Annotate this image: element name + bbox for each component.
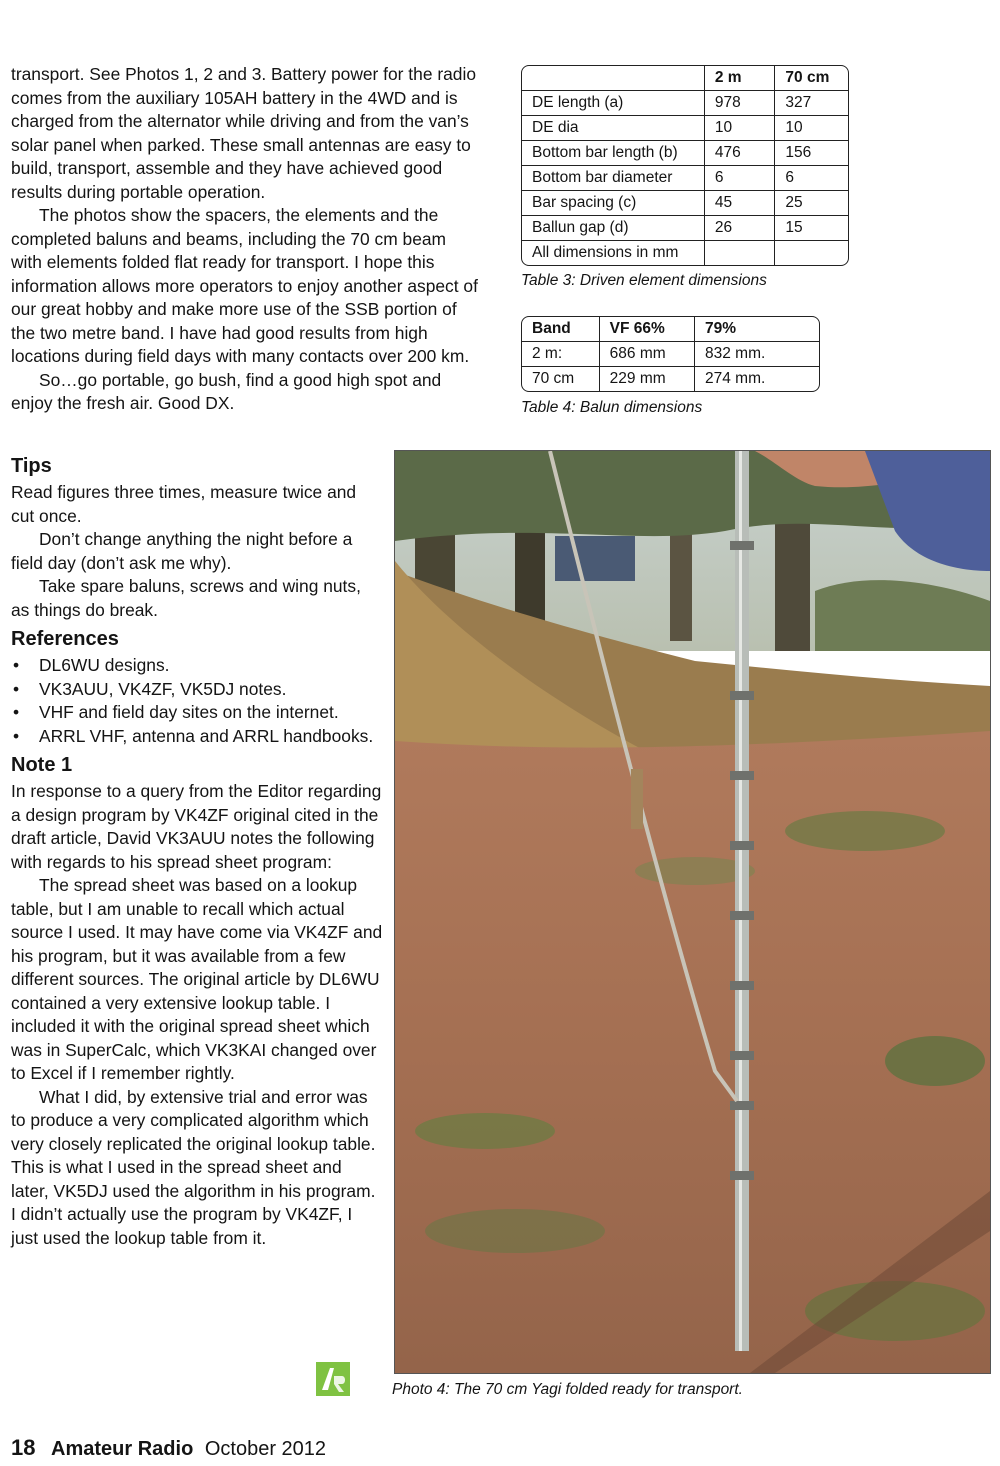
table-cell: Bottom bar length (b): [522, 141, 705, 166]
intro-paragraph-1: transport. See Photos 1, 2 and 3. Battery power for the radio comes from the auxiliary 105AH battery in the 4WD and is charged from the alternator while driving and from the van’s solar panel when parked. These small antennas are easy to build, transport, assemble and they have achieved good results during portable operation.: [11, 64, 476, 202]
intro-paragraph-2: The photos show the spacers, the elements and the completed baluns and beams, including the 70 cm beam with elements folded flat ready for transport. I hope this information allows more operators to enjoy another aspect of our great hobby and make more use of the SSB portion of the two metre band. I have had good results from high locations during field days with many contacts over 200 km.: [11, 205, 478, 366]
article-sections: [11, 449, 383, 1250]
yagi-photo-illustration: [395, 451, 990, 1373]
table-cell: 15: [775, 216, 848, 241]
table-cell: [775, 241, 848, 265]
table-row: [522, 191, 848, 216]
table-row: [522, 166, 848, 191]
list-item: • DL6WU designs.: [11, 654, 383, 678]
references-list: [11, 654, 383, 748]
table-cell: 2 m:: [522, 342, 600, 367]
note1-paragraph-1: In response to a query from the Editor regarding a design program by VK4ZF original cited in the draft article, David VK3AUU notes the following with regards to his spread sheet program:: [11, 781, 382, 872]
table-header-cell: Band: [522, 317, 600, 342]
table-cell: 25: [775, 191, 848, 216]
table-balun-dimensions: [521, 316, 820, 392]
table-cell: All dimensions in mm: [522, 241, 705, 265]
table-cell: 274 mm.: [705, 370, 766, 387]
page-number: 18: [11, 1435, 36, 1460]
table-cell: 327: [775, 91, 848, 116]
note1-heading: Note 1: [11, 754, 73, 776]
table-row: [522, 342, 819, 367]
photo-caption: Photo 4: The 70 cm Yagi folded ready for transport.: [392, 1381, 743, 1398]
table-row: [522, 216, 848, 241]
note1-paragraph-3: What I did, by extensive trial and error was to produce a very complicated algorithm which very closely replicated the original lookup table. This is what I used in the spread sheet and later, VK5DJ used the algorithm in his program. I didn’t actually use the program by VK4ZF, I just used the lookup table from it.: [11, 1086, 376, 1248]
ar-logo-icon: [316, 1362, 350, 1396]
table-cell: 686 mm: [600, 342, 695, 367]
table-cell: [705, 241, 776, 265]
tips-heading: Tips: [11, 455, 52, 477]
list-item: • VHF and field day sites on the internet.: [11, 701, 383, 725]
table-row: [522, 367, 819, 391]
table-cell: 26: [705, 216, 776, 241]
table-header-cell: [522, 66, 705, 91]
tips-paragraph-2: Don’t change anything the night before a field day (don’t ask me why).: [11, 529, 353, 573]
table-cell: 476: [705, 141, 776, 166]
bullet-icon: •: [13, 702, 20, 722]
table-row: [522, 91, 848, 116]
tips-paragraph-1: Read figures three times, measure twice and cut once.: [11, 482, 357, 526]
table-cell: 10: [775, 116, 848, 141]
table-row: [522, 241, 848, 265]
table-cell: 156: [775, 141, 848, 166]
bullet-icon: •: [13, 678, 20, 699]
list-item: • VK3AUU, VK4ZF, VK5DJ notes.: [11, 678, 383, 702]
table-cell: 6: [775, 166, 848, 191]
table-row: [522, 141, 848, 166]
list-item: • ARRL VHF, antenna and ARRL handbooks.: [11, 725, 383, 749]
table-cell: 832 mm.: [695, 342, 819, 367]
bullet-icon: •: [13, 655, 20, 675]
antenna-photo: [394, 450, 991, 1374]
tips-paragraph-3: Take spare baluns, screws and wing nuts, as things do break.: [11, 576, 361, 620]
table-cell: 70 cm: [522, 367, 600, 391]
table-header-row: [522, 66, 848, 91]
table-cell: Bar spacing (c): [522, 191, 705, 216]
table-cell: DE dia: [522, 116, 705, 141]
issue-date: October 2012: [204, 1438, 327, 1460]
table-cell: 978: [705, 91, 776, 116]
note1-paragraph-2: The spread sheet was based on a lookup table, but I am unable to recall which actual source I used. It may have come via VK4ZF and his program, but it was available from a few different sources. The original article by DL6WU contained a very extensive lookup table. I included it with the original spread sheet which was in SuperCalc, which VK3KAI changed over to Excel if I remember rightly.: [11, 875, 383, 1083]
table-cell: 10: [705, 116, 776, 141]
table-header-cell: 2 m: [705, 66, 776, 91]
table-header-cell: 70 cm: [775, 66, 848, 91]
intro-paragraph-3: So…go portable, go bush, find a good high spot and enjoy the fresh air. Good DX.: [11, 369, 442, 413]
table3-caption: Table 3: Driven element dimensions: [521, 272, 767, 289]
table4-caption: Table 4: Balun dimensions: [521, 399, 703, 416]
table-row: [522, 116, 848, 141]
table-cell: DE length (a): [522, 91, 705, 116]
references-heading: References: [11, 628, 119, 650]
table-cell: 6: [705, 166, 776, 191]
table-header-cell: VF 66%: [600, 317, 695, 342]
page-footer: [11, 1435, 326, 1461]
bullet-icon: •: [13, 725, 20, 746]
magazine-title: Amateur Radio: [51, 1438, 194, 1460]
table-cell: 229 mm: [600, 367, 695, 391]
article-intro: [11, 63, 481, 416]
table-header-cell: 79%: [695, 317, 819, 342]
table-cell: Bottom bar diameter: [522, 166, 705, 191]
table-cell: 45: [705, 191, 776, 216]
table-cell: Ballun gap (d): [522, 216, 705, 241]
table-header-row: [522, 317, 819, 342]
table-driven-element-dimensions: [521, 65, 849, 266]
